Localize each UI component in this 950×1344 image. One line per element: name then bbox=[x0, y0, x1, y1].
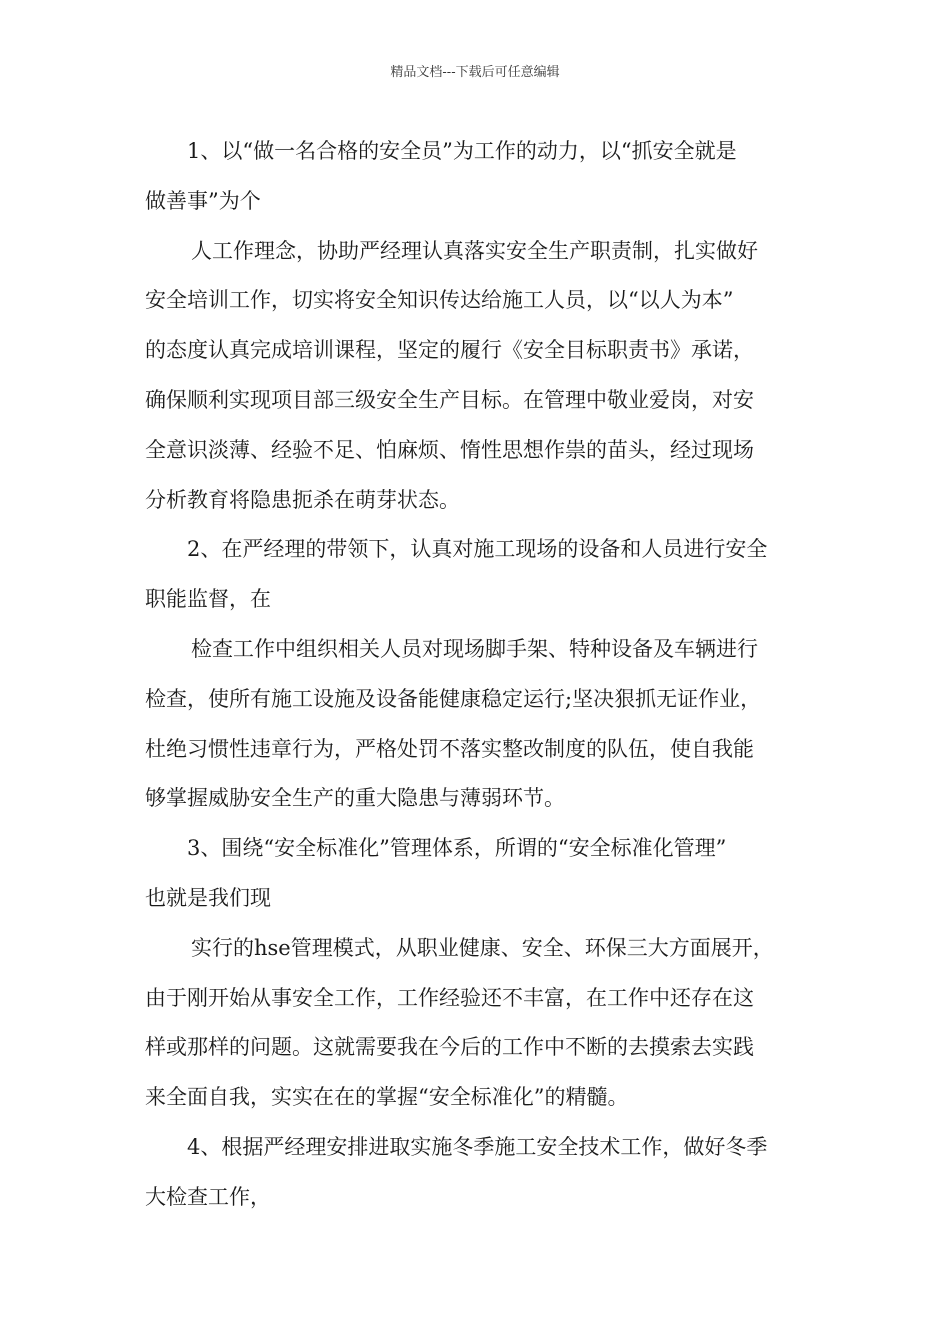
paragraph-2-line-6: 分析教育将隐患扼杀在萌芽状态。 bbox=[145, 487, 460, 512]
paragraph-7-line-2: 大检查工作， bbox=[145, 1184, 271, 1209]
paragraph-2-line-5: 全意识淡薄、经验不足、怕麻烦、惰性思想作祟的苗头，经过现场 bbox=[145, 437, 754, 462]
paragraph-4-line-3: 杜绝习惯性违章行为，严格处罚不落实整改制度的队伍，使自我能 bbox=[145, 736, 754, 761]
page-header: 精品文档---下载后可任意编辑 bbox=[390, 65, 560, 80]
paragraph-6-line-3: 样或那样的问题。这就需要我在今后的工作中不断的去摸索去实践 bbox=[145, 1035, 754, 1060]
paragraph-6-line-4: 来全面自我，实实在在的掌握“安全标准化”的精髓。 bbox=[145, 1085, 629, 1110]
paragraph-4-line-1: 检查工作中组织相关人员对现场脚手架、特种设备及车辆进行 bbox=[191, 636, 758, 661]
paragraph-4-line-2: 检查，使所有施工设施及设备能健康稳定运行;坚决狠抓无证作业， bbox=[145, 686, 762, 711]
paragraph-3-line-2: 职能监督，在 bbox=[145, 587, 271, 612]
paragraph-2-line-4: 确保顺利实现项目部三级安全生产目标。在管理中敬业爱岗，对安 bbox=[145, 387, 754, 412]
paragraph-2-line-1: 人工作理念，协助严经理认真落实安全生产职责制，扎实做好 bbox=[191, 238, 758, 263]
paragraph-1-line-1: 1、以“做一名合格的安全员”为工作的动力，以“抓安全就是 bbox=[187, 139, 737, 163]
paragraph-2-line-2: 安全培训工作，切实将安全知识传达给施工人员，以“以人为本” bbox=[145, 288, 734, 313]
paragraph-6-line-1: 实行的hse管理模式，从职业健康、安全、环保三大方面展开， bbox=[191, 935, 774, 960]
document-body bbox=[145, 127, 810, 1223]
paragraph-7-line-1: 4、根据严经理安排进取实施冬季施工安全技术工作，做好冬季 bbox=[187, 1134, 768, 1159]
paragraph-1-line-2: 做善事”为个 bbox=[145, 188, 261, 213]
paragraph-2-line-3: 的态度认真完成培训课程，坚定的履行《安全目标职责书》承诺， bbox=[145, 338, 754, 363]
paragraph-4-line-4: 够掌握威胁安全生产的重大隐患与薄弱环节。 bbox=[145, 786, 565, 811]
paragraph-6-line-2: 由于刚开始从事安全工作，工作经验还不丰富，在工作中还存在这 bbox=[145, 985, 754, 1010]
paragraph-3-line-1: 2、在严经理的带领下，认真对施工现场的设备和人员进行安全 bbox=[187, 537, 768, 562]
paragraph-5-line-1: 3、围绕“安全标准化”管理体系，所谓的“安全标准化管理” bbox=[187, 836, 727, 861]
paragraph-5-line-2: 也就是我们现 bbox=[145, 885, 271, 910]
